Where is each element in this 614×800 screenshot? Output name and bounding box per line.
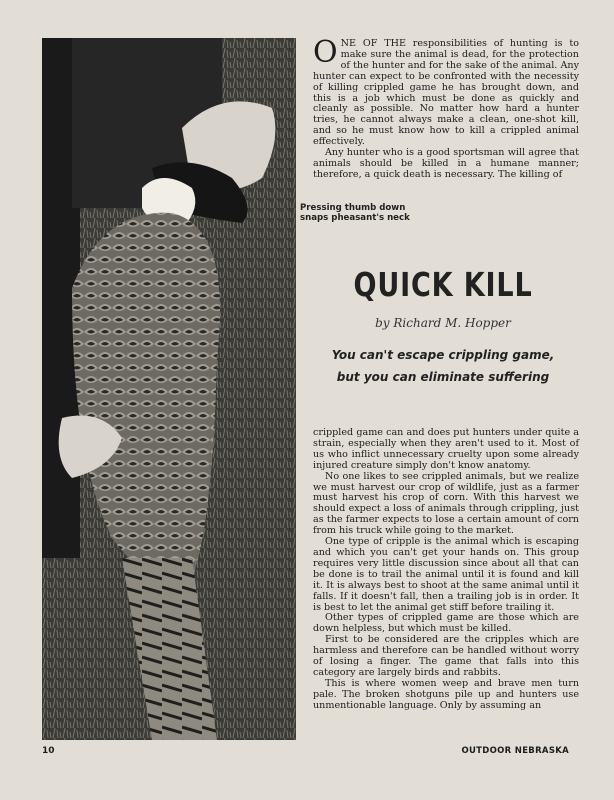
intro-text xyxy=(313,35,579,181)
article-subtitle xyxy=(300,344,586,388)
article-body xyxy=(313,428,579,712)
subtitle-line-2: but you can eliminate suffering xyxy=(336,370,550,384)
intro-paragraph-1 xyxy=(313,35,579,148)
subtitle-line-1: You can't escape crippling game, xyxy=(331,348,555,362)
photo-caption xyxy=(300,203,420,223)
intro-paragraph-2: Any hunter who is a good sportsman will agree that animals should be killed in a humane manner; therefore, a quick death is necessary. The killing of xyxy=(313,147,579,180)
magazine-name: OUTDOOR NEBRASKA xyxy=(461,746,569,756)
body-paragraph-6: This is where women weep and brave men turn pale. The broken shotguns pile up and hunters use unmentionable language. Only by assuming an xyxy=(313,677,579,711)
article-title: QUICK KILL xyxy=(353,265,533,304)
body-paragraph-4: Other types of crippled game are those which are down helpless, but which must be killed. xyxy=(313,612,579,635)
body-paragraph-2: No one likes to see crippled animals, but we realize we must harvest our crop of wildlife, just as a farmer must harvest his crop of corn. With this harvest we should expect a loss of animals through crippling, just as the farmer expects to lose a certain amount of corn from his truck while going to the market. xyxy=(313,470,579,537)
pheasant-photo-graphic xyxy=(42,38,296,740)
body-paragraph-3: One type of cripple is the animal which is escaping and which you can't get your hands on. This group requires very little discussion since about all that can be done is to trail the animal until it is found and kill it. It is always best to shoot at the same animal until it falls. If it doesn't fall, then a trailing job is in order. It is best to let the animal get stiff before trailing it. xyxy=(313,536,579,613)
caption-line-2: snaps pheasant's neck xyxy=(300,213,410,223)
byline: by Richard M. Hopper xyxy=(375,316,511,330)
body-paragraph-5: First to be considered are the cripples which are harmless and therefore can be handled without worry of losing a finger. The game that falls into this category are largely birds and rabbits. xyxy=(313,634,579,678)
drop-cap: O xyxy=(313,35,338,70)
pheasant-photo xyxy=(42,38,296,740)
intro-paragraph-1-text: NE OF THE responsibilities of hunting is to make sure the animal is dead, for the protection of the hunter and for the sake of the animal. Any hunter can expect to be confronted with the necessity of killing crippled game he has brought down, and this is a job which must be done as quickly and cleanly as possible. No matter how hard a hunter tries, he cannot always make a clean, one-shot kill, and so he must know how to kill a crippled animal effectively. xyxy=(313,38,579,148)
body-paragraph-1: crippled game can and does put hunters under quite a strain, especially when they aren't used to it. Most of us who inflict unnecessary cruelty upon some already injured creature simply don't know anatomy. xyxy=(313,427,579,471)
page-number: 10 xyxy=(42,746,55,756)
caption-line-1: Pressing thumb down xyxy=(300,203,406,213)
